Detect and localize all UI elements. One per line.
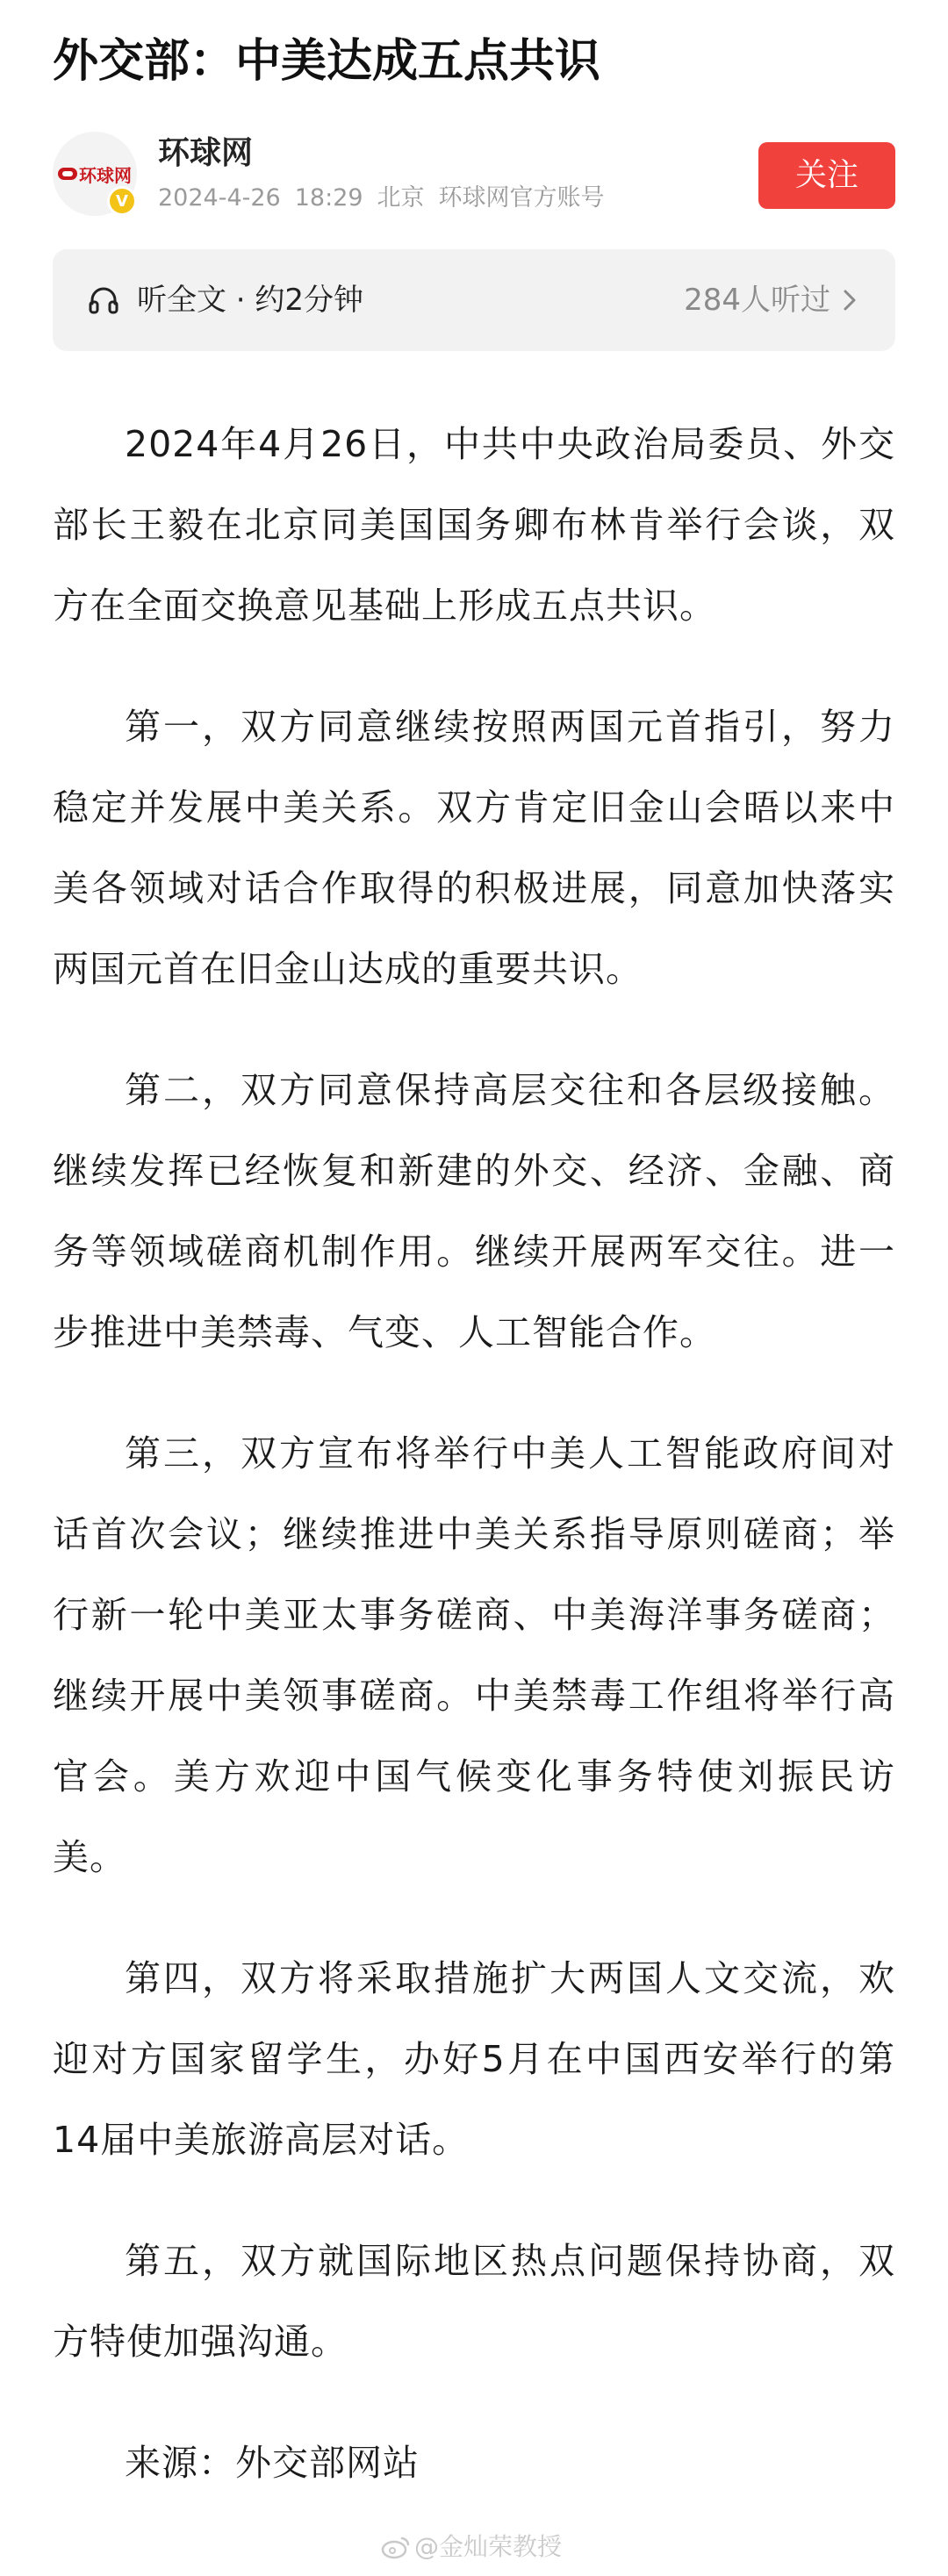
logo-mark-icon <box>58 168 77 180</box>
huanqiu-logo <box>58 161 132 187</box>
weibo-icon <box>381 2535 411 2559</box>
account-type: 环球网官方账号 <box>438 184 605 212</box>
publish-date: 2024-4-26 <box>158 184 281 212</box>
article-title: 外交部：中美达成五点共识 <box>53 35 601 88</box>
listen-count: 284人听过 <box>684 283 830 318</box>
avatar[interactable] <box>53 132 137 216</box>
paragraph-intro: 2024年4月26日，中共中央政治局委员、外交部长王毅在北京同美国国务卿布林肯举行会谈，双方在全面交换意见基础上形成五点共识。 <box>53 423 895 627</box>
follow-button[interactable]: 关注 <box>758 142 895 209</box>
watermark-text: @金灿荣教授 <box>414 2532 563 2561</box>
source-line: 来源：外交部网站 <box>125 2442 420 2484</box>
paragraph-point-3: 第三，双方宣布将举行中美人工智能政府间对话首次会议；继续推进中美关系指导原则磋商；举行新一轮中美亚太事务磋商、中美海洋事务磋商；继续开展中美领事磋商。中美禁毒工作组将举行高官会。美方欢迎中国气候变化事务特使刘振民访美。 <box>53 1432 895 1878</box>
paragraph-point-1: 第一，双方同意继续按照两国元首指引，努力稳定并发展中美关系。双方肯定旧金山会晤以来中美各领域对话合作取得的积极进展，同意加快落实两国元首在旧金山达成的重要共识。 <box>53 706 895 990</box>
paragraph-point-5: 第五，双方就国际地区热点问题保持协商，双方特使加强沟通。 <box>53 2240 895 2363</box>
headphones-icon <box>88 284 119 316</box>
author-meta <box>158 181 619 216</box>
listen-label: 听全文 · 约2分钟 <box>137 283 364 318</box>
paragraph-point-2: 第二，双方同意保持高层交往和各层级接触。继续发挥已经恢复和新建的外交、经济、金融、商务等领域磋商机制作用。继续开展两军交往。进一步推进中美禁毒、气变、人工智能合作。 <box>53 1069 895 1353</box>
author-name[interactable]: 环球网 <box>158 135 254 171</box>
chevron-right-icon <box>839 288 860 312</box>
watermark <box>381 2529 562 2565</box>
publish-time: 18:29 <box>294 184 363 212</box>
logo-text: 环球网 <box>79 164 132 186</box>
paragraph-point-4: 第四，双方将采取措施扩大两国人文交流，欢迎对方国家留学生，办好5月在中国西安举行的第14届中美旅游高层对话。 <box>53 1957 895 2161</box>
publish-location: 北京 <box>377 184 425 212</box>
author-header <box>53 132 895 219</box>
listen-full-text-bar[interactable] <box>53 249 895 351</box>
verified-badge-icon: V <box>107 186 137 216</box>
article-body <box>53 404 895 2544</box>
